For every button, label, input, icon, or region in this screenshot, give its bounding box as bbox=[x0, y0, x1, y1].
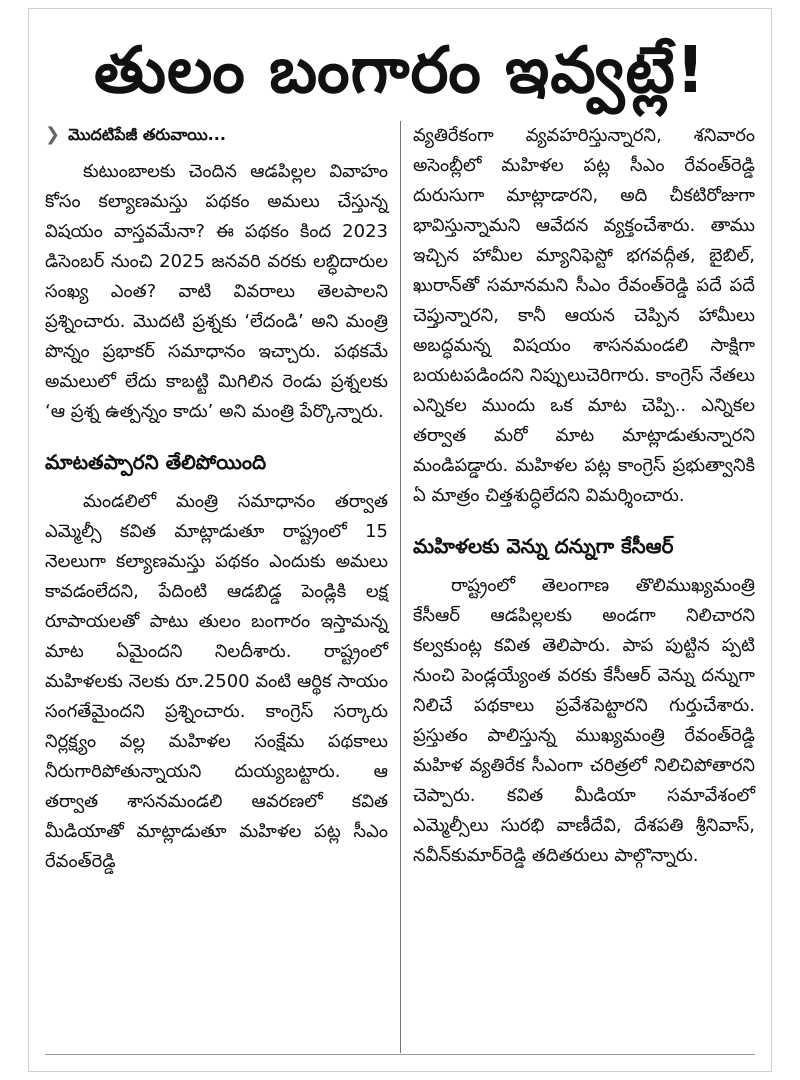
left-paragraph-1: కుటుంబాలకు చెందిన ఆడపిల్లల వివాహం కోసం కల్యాణమస్తు పథకం అమలు చేస్తున్న విషయం వాస్తవమేనా? ఈ పథకం కింద 2023 డిసెంబర్ నుంచి 2025 జనవరి వరకు లబ్ధిదారుల సంఖ్య ఎంత? వాటి వివరాలు తెలపాలని ప్రశ్నించారు. మొదటి ప్రశ్నకు ‘లేదండి’ అని మంత్రి పొన్నం ప్రభాకర్ సమాధానం ఇచ్చారు. పథకమే అమలులో లేదు కాబట్టి మిగిలిన రెండు ప్రశ్నలకు ‘ఆ ప్రశ్న ఉత్పన్నం కాదు’ అని మంత్రి పేర్కొన్నారు. bbox=[45, 161, 388, 422]
chevron-right-icon: ❯ bbox=[45, 124, 61, 145]
article-columns bbox=[45, 121, 755, 1053]
right-paragraph-2: రాష్ట్రంలో తెలంగాణ తొలిముఖ్యమంత్రి కేసీఆర్ ఆడపిల్లలకు అండగా నిలిచారని కల్వకుంట్ల కవిత తెలిపారు. పాప పుట్టిన ప్పటి నుంచి పెండ్లయ్యేంత వరకు కేసీఆర్ వెన్ను దన్నుగా నిలిచే పథకాలు ప్రవేశపెట్టారని గుర్తుచేశారు. ప్రస్తుతం పాలిస్తున్న ముఖ్యమంత్రి రేవంత్‌రెడ్డి మహిళ వ్యతిరేక సీఎంగా చరిత్రలో నిలిచిపోతారని చెప్పారు. కవిత మీడియా సమావేశంలో ఎమ్మెల్సీలు సురభి వాణీదేవి, దేశపతి శ్రీనివాస్, నవీన్‌కుమార్‌రెడ్డి తదితరులు పాల్గొన్నారు. bbox=[413, 575, 755, 866]
continuation-label: మొదటిపేజీ తరువాయి... bbox=[68, 125, 226, 144]
right-subheading: మహిళలకు వెన్ను దన్నుగా కేసీఆర్ bbox=[413, 534, 674, 558]
right-paragraph-1: వ్యతిరేకంగా వ్యవహరిస్తున్నారని, శనివారం అసెంబ్లీలో మహిళల పట్ల సీఎం రేవంత్‌రెడ్డి దురుసుగా మాట్లాడారని, అది చీకటిరోజుగా భావిస్తున్నామని ఆవేదన వ్యక్తంచేశారు. తాము ఇచ్చిన హామీల మ్యానిఫెస్టో భగవద్గీత, బైబిల్, ఖురాన్‌తో సమానమని సీఎం రేవంత్‌రెడ్డి పదే పదే చెప్తున్నారని, కానీ ఆయన చెప్పిన హామీలు అబద్ధమన్న విషయం శాసనమండలి సాక్షిగా బయటపడిందని నిప్పులుచెరిగారు. కాంగ్రెస్ నేతలు ఎన్నికల ముందు ఒక మాట చెప్పి.. ఎన్నికల తర్వాత మరో మాట మాట్లాడుతున్నారని మండిపడ్డారు. మహిళల పట్ల కాంగ్రెస్ ప్రభుత్వానికి ఏ మాత్రం చిత్తశుద్ధిలేదని విమర్శించారు. bbox=[413, 125, 755, 506]
bottom-divider bbox=[45, 1054, 755, 1055]
newspaper-clipping bbox=[28, 8, 772, 1072]
left-paragraph-2: మండలిలో మంత్రి సమాధానం తర్వాత ఎమ్మెల్సీ కవిత మాట్లాడుతూ రాష్ట్రంలో 15 నెలలుగా కల్యాణమస్తు పథకం ఎందుకు అమలు కావడంలేదని, పేదింటి ఆడబిడ్డ పెండ్లికి లక్ష రూపాయలతో పాటు తులం బంగారం ఇస్తామన్న మాట ఏమైందని నిలదీశారు. రాష్ట్రంలో మహిళలకు నెలకు రూ.2500 వంటి ఆర్థిక సాయం సంగతేమైందని ప్రశ్నించారు. కాంగ్రెస్ సర్కారు నిర్లక్ష్యం వల్ల మహిళల సంక్షేమ పథకాలు నీరుగారిపోతున్నాయని దుయ్యబట్టారు. ఆ తర్వాత శాసనమండలి ఆవరణలో కవిత మీడియాతో మాట్లాడుతూ మహిళల పట్ల సీఎం రేవంత్‌రెడ్డి bbox=[45, 491, 388, 872]
left-subheading: మాటతప్పారని తేలిపోయింది bbox=[45, 450, 267, 474]
continuation-line bbox=[45, 121, 388, 149]
left-column bbox=[45, 121, 400, 1053]
right-column bbox=[400, 121, 755, 1053]
headline: తులం బంగారం ఇవ్వట్లే! bbox=[94, 34, 706, 108]
